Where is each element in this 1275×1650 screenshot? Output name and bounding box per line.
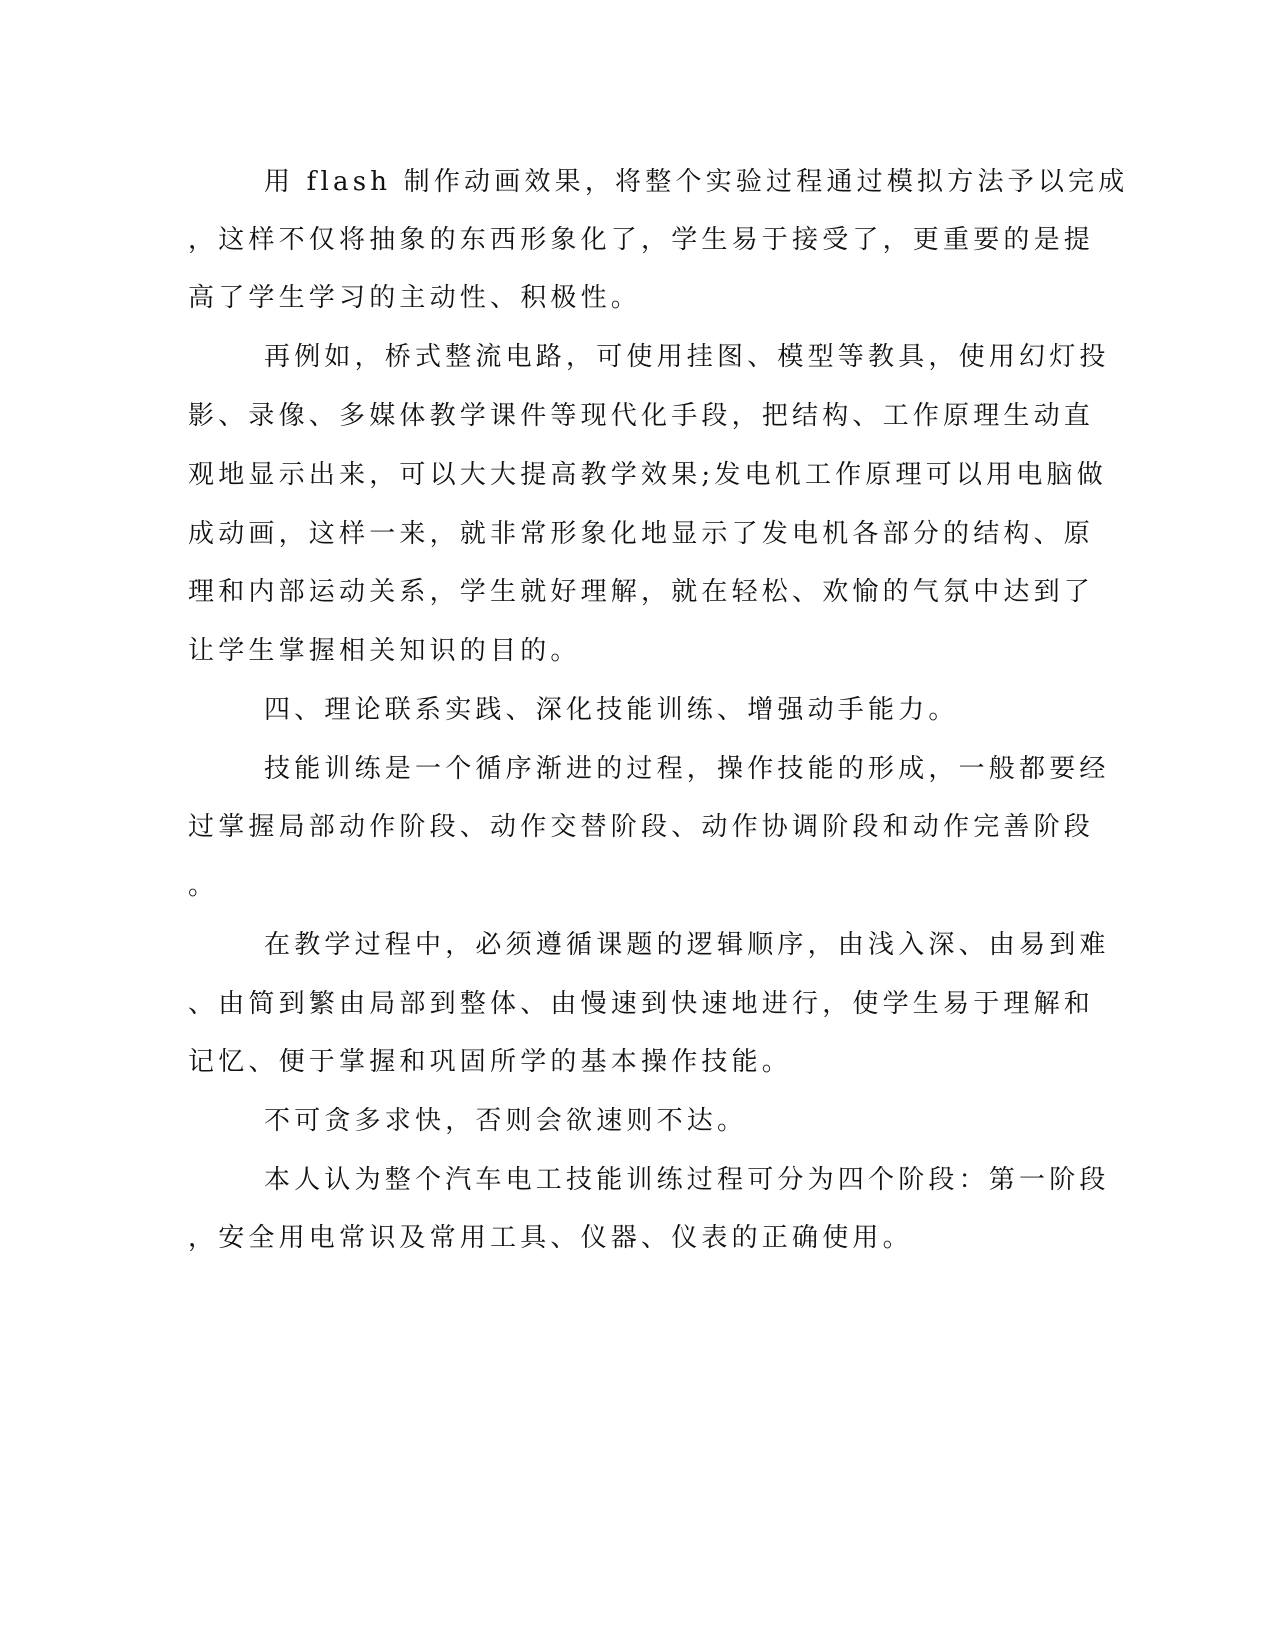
- text-line: 观地显示出来，可以大大提高教学效果;发电机工作原理可以用电脑做: [188, 460, 1107, 490]
- text-line: 影、录像、多媒体教学课件等现代化手段，把结构、工作原理生动直: [188, 401, 1095, 431]
- text-line: 技能训练是一个循序渐进的过程，操作技能的形成，一般都要经: [264, 754, 1110, 784]
- text-line: ，安全用电常识及常用工具、仪器、仪表的正确使用。: [188, 1223, 913, 1253]
- text-line: 记忆、便于掌握和巩固所学的基本操作技能。: [188, 1047, 793, 1077]
- text-line: 让学生掌握相关知识的目的。: [188, 636, 581, 666]
- text-line: 用 flash 制作动画效果，将整个实验过程通过模拟方法予以完成: [264, 167, 1129, 197]
- text-line: 理和内部运动关系，学生就好理解，就在轻松、欢愉的气氛中达到了: [188, 577, 1095, 607]
- text-line: 再例如，桥式整流电路，可使用挂图、模型等教具，使用幻灯投: [264, 342, 1110, 372]
- text-line: 过掌握局部动作阶段、动作交替阶段、动作协调阶段和动作完善阶段: [188, 812, 1095, 842]
- section-heading: 四、理论联系实践、深化技能训练、增强动手能力。: [264, 695, 959, 725]
- text-line: 、由简到繁由局部到整体、由慢速到快速地进行，使学生易于理解和: [188, 989, 1095, 1019]
- text-line: 本人认为整个汽车电工技能训练过程可分为四个阶段：第一阶段: [264, 1165, 1110, 1195]
- text-line: 在教学过程中，必须遵循课题的逻辑顺序，由浅入深、由易到难: [264, 930, 1110, 960]
- text-line: 不可贪多求快，否则会欲速则不达。: [264, 1106, 748, 1136]
- text-line: 。: [188, 871, 219, 901]
- text-line: 高了学生学习的主动性、积极性。: [188, 283, 642, 313]
- text-line: ，这样不仅将抽象的东西形象化了，学生易于接受了，更重要的是提: [188, 225, 1095, 255]
- text-line: 成动画，这样一来，就非常形象化地显示了发电机各部分的结构、原: [188, 519, 1095, 549]
